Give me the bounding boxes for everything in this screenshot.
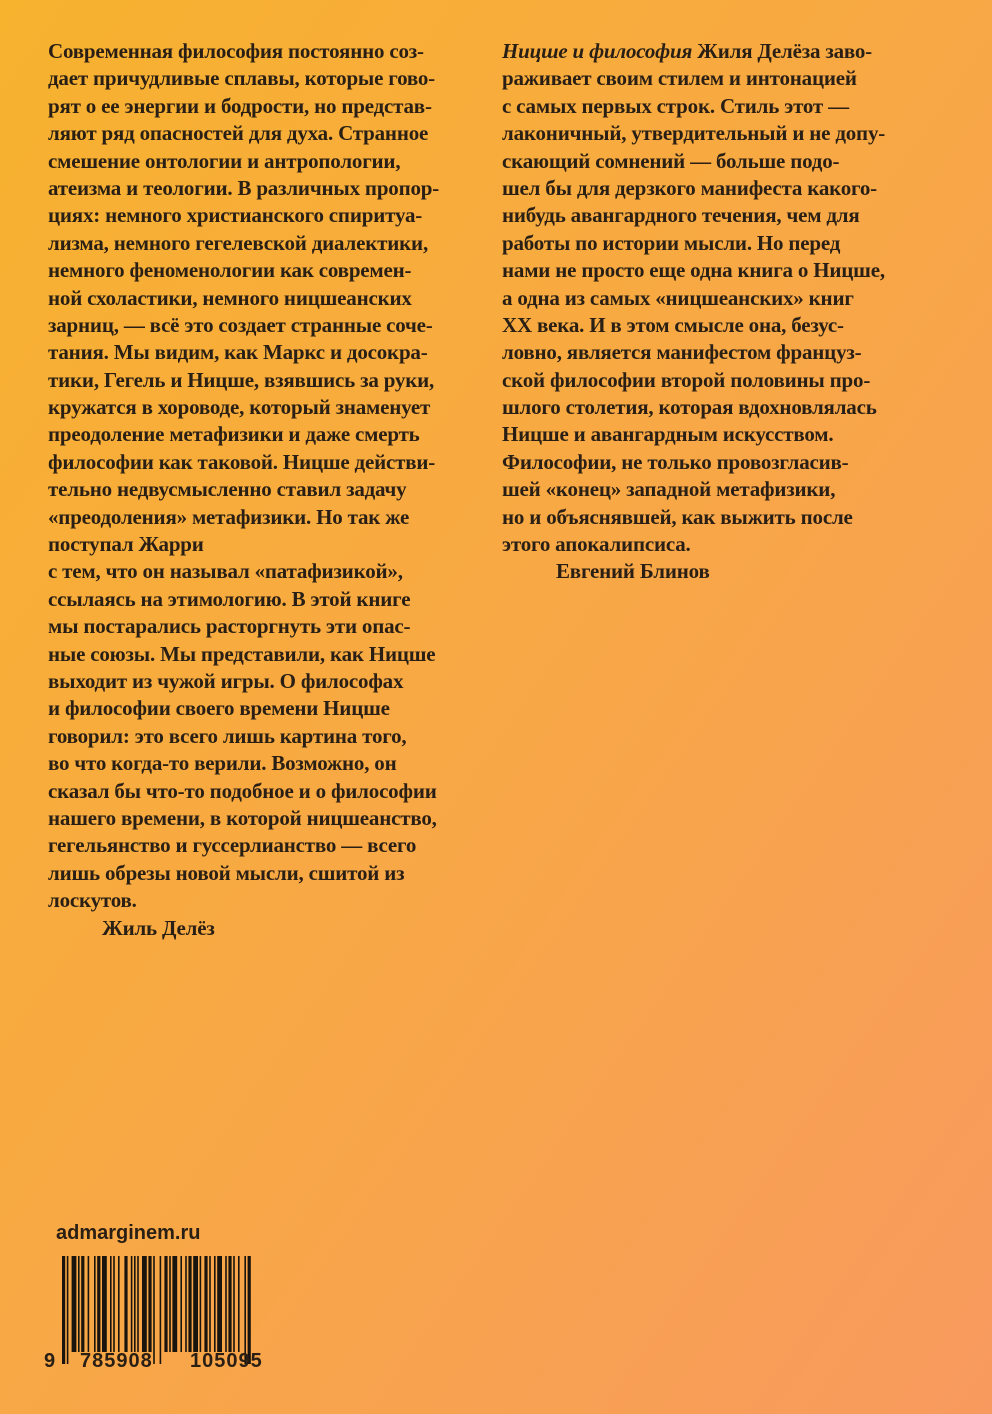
left-text-line: поступал Жарри [48, 532, 204, 557]
right-text-line: раживает своим стилем и интонацией [502, 66, 857, 91]
left-text-line: философии как таковой. Ницше действи- [48, 449, 436, 474]
right-paragraph [502, 65, 942, 558]
right-text-line: работы по истории мысли. Но перед [502, 230, 841, 255]
left-text-line: Современная философия постоянно соз- [48, 39, 424, 63]
website-url: admarginem.ru [56, 1222, 201, 1244]
right-text-line: Философии, не только провозгласив- [502, 449, 849, 474]
right-first-line-rest: Жиля Делёза заво- [692, 39, 872, 63]
right-text-line: скающий сомнений — больше подо- [502, 148, 840, 173]
right-text-line: лаконичный, утвердительный и не допу- [502, 121, 886, 146]
right-text-line: шел бы для дерзкого манифеста какого- [502, 175, 877, 200]
right-text-line: шлого столетия, которая вдохновлялась [502, 395, 877, 420]
left-text-line: рят о ее энергии и бодрости, но представ- [48, 93, 432, 118]
left-text-line: немного феноменологии как современ- [48, 258, 412, 283]
right-text-line: этого апокалипсиса. [502, 532, 691, 557]
left-text-line: во что когда-то верили. Возможно, он [48, 751, 397, 776]
left-text-line: «преодоления» метафизики. Но так же [48, 504, 410, 529]
left-signature: Жиль Делёз [102, 915, 215, 940]
left-text-line: ссылаясь на этимологию. В этой книге [48, 586, 411, 611]
left-text-line: тики, Гегель и Ницше, взявшись за руки, [48, 367, 435, 392]
right-text-line: нибудь авангардного течения, чем для [502, 203, 860, 228]
left-text-line: дает причудливые сплавы, которые гово- [48, 66, 435, 91]
right-first-line [502, 38, 942, 65]
barcode-left-group: 785908 [80, 1350, 153, 1372]
barcode-digits [40, 1350, 290, 1376]
left-text-line: ные союзы. Мы представили, как Ницше [48, 641, 436, 666]
right-text-column [502, 38, 942, 586]
right-signature: Евгений Блинов [556, 559, 710, 584]
left-text-line: циях: немного христианского спиритуа- [48, 203, 423, 228]
left-text-line: говорил: это всего лишь картина того, [48, 723, 407, 748]
left-text-line: преодоление метафизики и даже смерть [48, 422, 420, 447]
right-text-line: Ницше и авангардным искусством. [502, 422, 834, 447]
right-text-line: ской философии второй половины про- [502, 367, 871, 392]
barcode-lead-digit: 9 [44, 1350, 56, 1372]
left-text-column [48, 38, 478, 942]
left-text-line: лоскутов. [48, 888, 137, 913]
barcode-right-group: 105095 [190, 1350, 263, 1372]
right-text-line: с самых первых строк. Стиль этот — [502, 93, 849, 118]
left-text-line: ляют ряд опасностей для духа. Странное [48, 121, 429, 146]
left-text-line: с тем, что он называл «патафизикой», [48, 559, 403, 584]
left-text-line: тания. Мы видим, как Маркс и досокра- [48, 340, 428, 365]
left-text-line: лишь обрезы новой мысли, сшитой из [48, 860, 405, 885]
left-text-line: ной схоластики, немного ницшеанских [48, 285, 412, 310]
left-text-line: и философии своего времени Ницше [48, 696, 390, 721]
right-text-line: ловно, является манифестом француз- [502, 340, 862, 365]
left-text-line: сказал бы что-то подобное и о философии [48, 778, 437, 803]
isbn-barcode [40, 1256, 290, 1376]
right-text-line: но и объяснявшей, как выжить после [502, 504, 853, 529]
left-text-line: мы постарались расторгнуть эти опас- [48, 614, 411, 639]
left-text-line: нашего времени, в которой ницшеанство, [48, 805, 437, 830]
book-title-italic: Ницше и философия [502, 39, 693, 63]
left-text-line: выходит из чужой игры. О философах [48, 668, 404, 693]
left-paragraph [48, 38, 478, 915]
left-text-line: лизма, немного гегелевской диалектики, [48, 230, 428, 255]
left-text-line: тельно недвусмысленно ставил задачу [48, 477, 407, 502]
left-text-line: гегельянство и гуссерлианство — всего [48, 833, 417, 858]
right-text-line: а одна из самых «ницшеанских» книг [502, 285, 854, 310]
right-text-line: нами не просто еще одна книга о Ницше, [502, 258, 885, 283]
left-text-line: кружатся в хороводе, который знаменует [48, 395, 431, 420]
right-text-line: шей «конец» западной метафизики, [502, 477, 836, 502]
left-text-line: смешение онтологии и антропологии, [48, 148, 401, 173]
left-text-line: зарниц, — всё это создает странные соче- [48, 312, 433, 337]
left-text-line: атеизма и теологии. В различных пропор- [48, 175, 440, 200]
right-text-line: XX века. И в этом смысле она, безус- [502, 312, 844, 337]
